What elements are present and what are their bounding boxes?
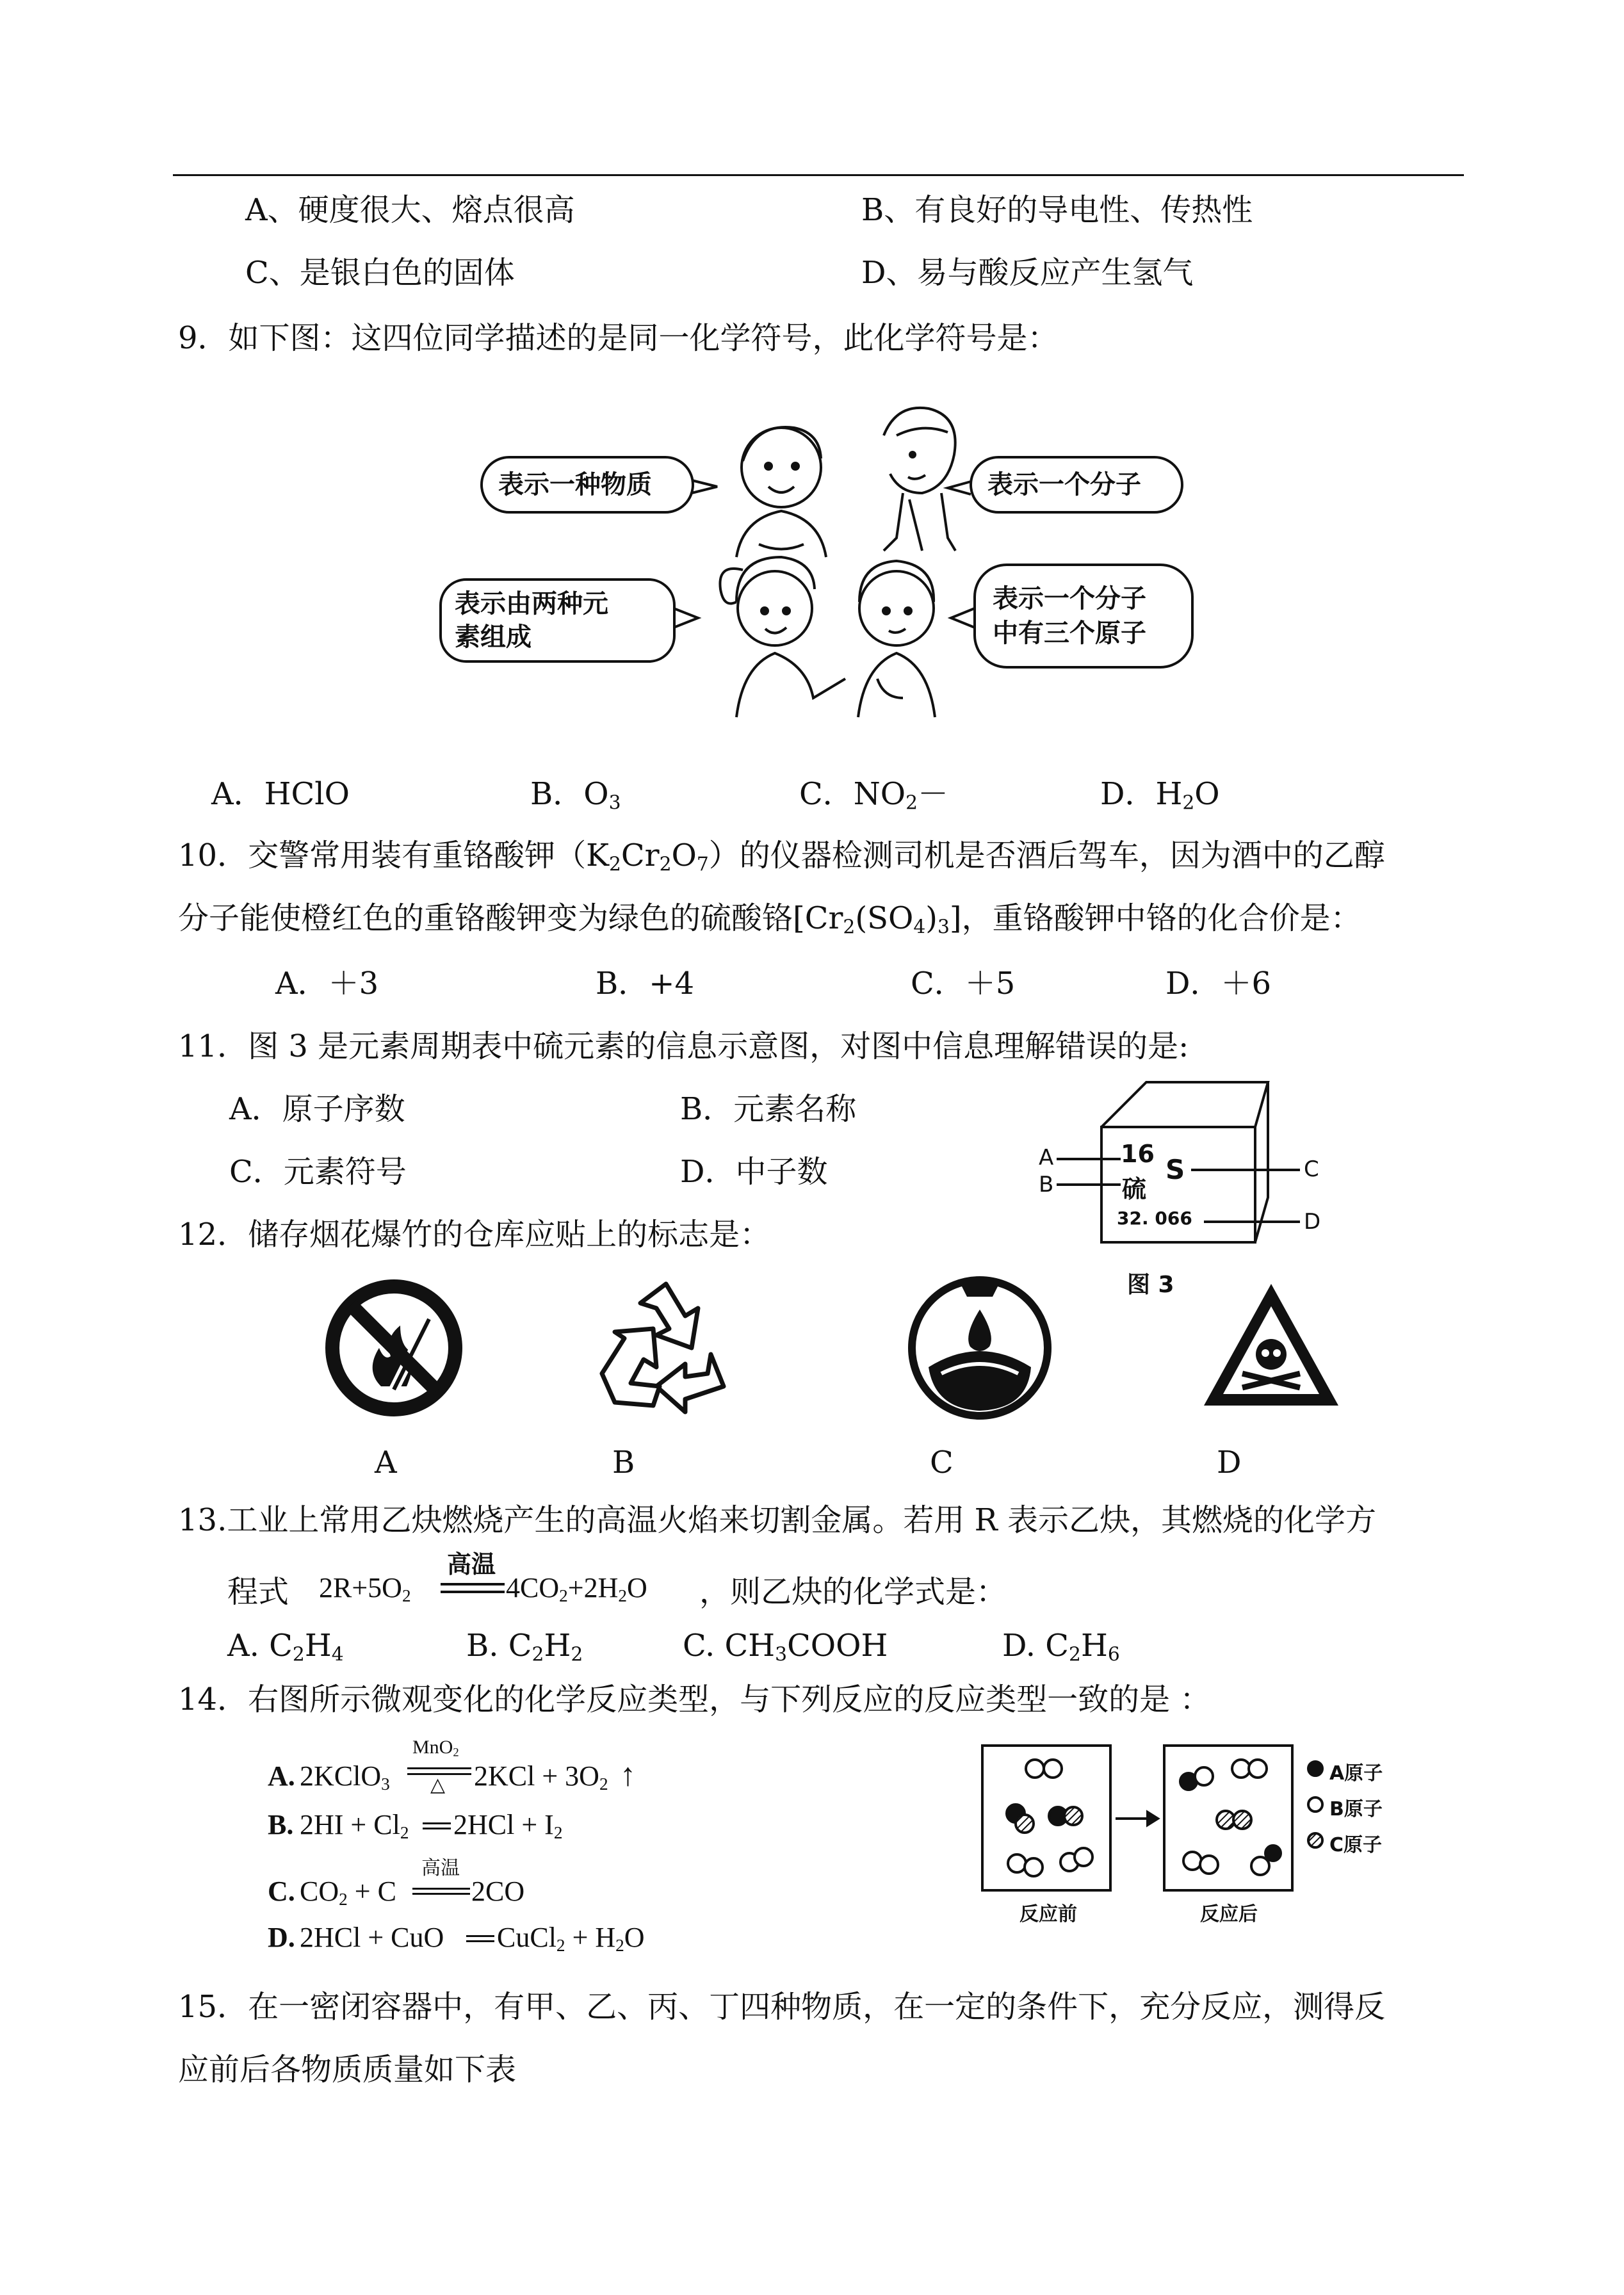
q13-equation	[319, 1545, 690, 1615]
q14-c-right: 2CO	[471, 1876, 525, 1907]
q12-label-a: A	[375, 1445, 397, 1480]
q14-d-left: 2HCl + CuO	[300, 1922, 444, 1953]
recycle-sign-icon	[589, 1277, 736, 1418]
element-name: 硫	[1122, 1175, 1147, 1203]
q13-option-c: C. $CH_3COOH$	[683, 1628, 888, 1666]
q11-option-b: B．元素名称	[680, 1091, 857, 1127]
bubble-bottom-right	[975, 565, 1192, 667]
q13-line2-suffix: ，则乙炔的化学式是：	[699, 1574, 1007, 1610]
q14-b-right: $2HCl + I_2$	[453, 1809, 563, 1842]
q9-cartoon-svg	[435, 397, 1204, 730]
q15-line2: 应前后各物质质量如下表	[178, 2052, 517, 2088]
q14-option-b	[268, 1806, 678, 1851]
q8-option-c: C、是银白色的固体	[245, 255, 515, 291]
q14-b-left: $2HI + Cl_2$	[300, 1809, 409, 1842]
q10-line2: 分子能使橙红色的重铬酸钾变为绿色的硫酸铬$[Cr_2(SO_4)_3]$，重铬酸钾中铬的化合价是：	[178, 900, 1361, 939]
q14-c-label: C.	[268, 1876, 295, 1907]
q10-option-c: C．＋5	[911, 966, 1016, 1002]
element-cube-figure	[1039, 1076, 1332, 1306]
q13-option-a: A. $C_2H_4$	[227, 1628, 344, 1666]
q11-option-a: A．原子序数	[229, 1091, 405, 1127]
q9-option-a: A．HClO	[211, 776, 350, 812]
corrosive-sign-icon	[903, 1271, 1057, 1425]
q12-label-d: D	[1217, 1445, 1242, 1480]
q13-line2-prefix: 程式	[227, 1574, 289, 1610]
q11-option-d: D．中子数	[680, 1154, 828, 1190]
eq-right: $4CO_2+2H_2O$	[506, 1572, 647, 1605]
element-symbol: S	[1165, 1154, 1185, 1185]
q14-a-bar1	[407, 1767, 471, 1769]
q14-d-bar2	[466, 1940, 494, 1942]
q14-a-arrow: ↑	[620, 1756, 636, 1792]
q9-option-c: C．$NO_2-$	[799, 776, 949, 815]
element-number: 16	[1121, 1140, 1155, 1168]
q14-d-label: D.	[268, 1922, 295, 1953]
q13-option-d: D. $C_2H_6$	[1002, 1628, 1120, 1666]
q14-c-left: $CO_2 + C$	[300, 1876, 396, 1909]
bubble-text-bl2: 素组成	[455, 622, 532, 652]
q14-d-right: CuCl$_2$ + $H_2O$	[497, 1922, 645, 1955]
legend-c-atom: C原子	[1329, 1834, 1383, 1856]
q14-option-a	[268, 1737, 678, 1801]
toxic-sign-icon	[1198, 1277, 1345, 1418]
q15-line1: 15．在一密闭容器中，有甲、乙、丙、丁四种物质，在一定的条件下，充分反应，测得反	[178, 1989, 1386, 2025]
q12-stem: 12．储存烟花爆竹的仓库应贴上的标志是：	[178, 1217, 771, 1253]
q14-stem: 14．右图所示微观变化的化学反应类型，与下列反应的反应类型一致的是 ：	[178, 1682, 1211, 1717]
q10-option-d: D．＋6	[1165, 966, 1272, 1002]
label-after: 反应后	[1200, 1903, 1258, 1926]
bubble-text-tr: 表示一个分子	[987, 470, 1141, 499]
legend-b-atom: B原子	[1329, 1798, 1383, 1821]
top-rule	[173, 174, 1464, 176]
q10-line1: 10．交警常用装有重铬酸钾$(K_2Cr_2O_7)$的仪器检测司机是否酒后驾车，因为酒中的乙醇	[178, 838, 1385, 876]
q14-c-bar1	[412, 1888, 470, 1890]
q9-cartoon-figure	[435, 397, 1204, 730]
reaction-micro-diagram	[980, 1742, 1415, 1927]
q9-stem: 9．如下图：这四位同学描述的是同一化学符号，此化学符号是：	[178, 320, 1059, 356]
q8-option-b: B、有良好的导电性、传热性	[861, 192, 1253, 228]
eq-bar-1	[441, 1583, 505, 1585]
bubble-text-tl: 表示一种物质	[498, 470, 652, 499]
q14-c-condition: 高温	[421, 1857, 460, 1879]
q14-b-bar2	[423, 1828, 451, 1829]
element-mass: 32. 066	[1117, 1208, 1192, 1229]
q9-option-b: B．$O_3$	[530, 776, 621, 815]
label-d: D	[1304, 1209, 1321, 1235]
no-fire-sign-icon	[320, 1274, 467, 1422]
bubble-text-br2: 中有三个原子	[993, 619, 1146, 648]
q14-b-bar1	[423, 1822, 451, 1824]
q8-option-d: D、易与酸反应产生氢气	[861, 255, 1194, 291]
q14-b-label: B.	[268, 1809, 294, 1840]
q13-line1: 13.工业上常用乙炔燃烧产生的高温火焰来切割金属。若用 R 表示乙炔，其燃烧的化学方	[178, 1502, 1376, 1538]
label-a: A	[1039, 1145, 1054, 1171]
label-b: B	[1039, 1172, 1054, 1197]
q14-a-left: 2KClO$_3$	[300, 1760, 390, 1794]
q14-a-catalyst: MnO$_2$	[412, 1737, 459, 1760]
q10-option-a: A．＋3	[275, 966, 379, 1002]
q14-a-right: $2KCl + 3O_2$	[474, 1760, 608, 1794]
eq-condition: 高温	[447, 1550, 496, 1578]
bubble-text-bl1: 表示由两种元	[455, 589, 608, 619]
q10-option-b: B．+4	[596, 966, 695, 1002]
q14-c-bar2	[412, 1893, 470, 1895]
q12-label-b: B	[612, 1445, 635, 1480]
label-c: C	[1304, 1156, 1319, 1182]
q14-a-heat: △	[430, 1774, 446, 1796]
q14-option-c	[268, 1849, 678, 1913]
bubble-text-br1: 表示一个分子	[993, 584, 1146, 613]
label-before: 反应前	[1019, 1903, 1077, 1926]
q12-label-c: C	[930, 1445, 954, 1480]
q14-option-d	[268, 1918, 678, 1963]
legend-a-atom: A原子	[1329, 1762, 1383, 1785]
q11-option-c: C．元素符号	[229, 1154, 407, 1190]
q9-option-d: D．$H_2O$	[1100, 776, 1220, 815]
figure-caption: 图 3	[1127, 1272, 1174, 1298]
q14-d-bar1	[466, 1935, 494, 1937]
q14-a-label: A.	[268, 1760, 295, 1792]
q11-stem: 11．图 3 是元素周期表中硫元素的信息示意图，对图中信息理解错误的是:	[178, 1028, 1189, 1064]
q8-option-a: A、硬度很大、熔点很高	[245, 192, 575, 228]
eq-left: $2R+5O_2$	[319, 1572, 411, 1605]
q13-option-b: B. $C_2H_2$	[466, 1628, 583, 1666]
eq-bar-2	[441, 1591, 505, 1593]
element-cube-svg	[1050, 1076, 1332, 1268]
